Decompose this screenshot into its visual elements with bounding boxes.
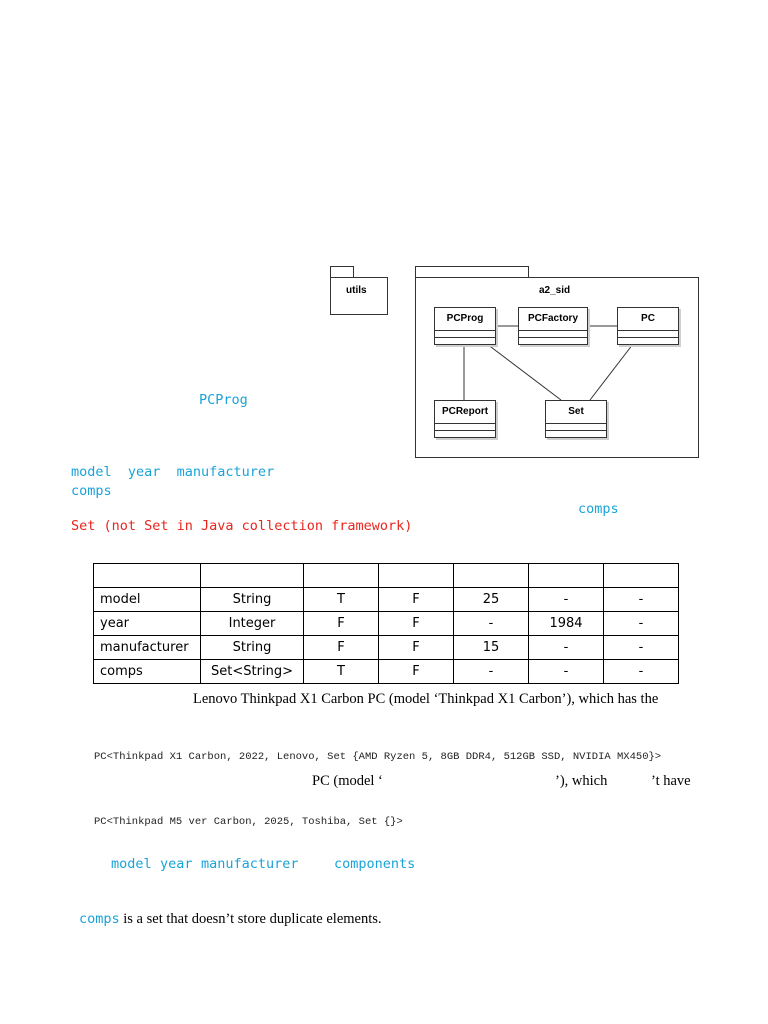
class-pcprog bbox=[434, 307, 496, 345]
class-pcreport bbox=[434, 400, 496, 438]
table-row bbox=[94, 588, 679, 612]
comps-sentence-line bbox=[71, 892, 382, 928]
table-cell: - bbox=[529, 588, 604, 612]
table-row bbox=[94, 612, 679, 636]
class-pcfactory-name: PCFactory bbox=[519, 308, 587, 331]
table-row bbox=[94, 660, 679, 684]
field-components: components bbox=[334, 856, 416, 872]
header-cell bbox=[604, 564, 679, 588]
comps-line: comps bbox=[71, 483, 112, 499]
table-cell: manufacturer bbox=[94, 636, 201, 660]
table-cell: T bbox=[304, 588, 379, 612]
class-set-name: Set bbox=[546, 401, 606, 424]
set-note: Set (not Set in Java collection framework) bbox=[71, 518, 413, 534]
class-pc-name: PC bbox=[618, 308, 678, 331]
table-row bbox=[94, 636, 679, 660]
table-cell: 1984 bbox=[529, 612, 604, 636]
header-cell bbox=[94, 564, 201, 588]
comps-right: comps bbox=[578, 501, 619, 517]
field-manufacturer: manufacturer bbox=[201, 856, 299, 872]
table-cell: F bbox=[304, 612, 379, 636]
header-cell bbox=[529, 564, 604, 588]
class-pc bbox=[617, 307, 679, 345]
table-cell: F bbox=[379, 588, 454, 612]
table-cell: T bbox=[304, 660, 379, 684]
table-cell: - bbox=[604, 636, 679, 660]
link-pc-set bbox=[590, 344, 633, 400]
table-cell: F bbox=[379, 612, 454, 636]
table-cell: comps bbox=[94, 660, 201, 684]
field-year: year bbox=[160, 856, 193, 872]
comps-sentence: is a set that doesn’t store duplicate elements. bbox=[119, 911, 382, 927]
table-cell: 25 bbox=[454, 588, 529, 612]
header-cell bbox=[454, 564, 529, 588]
comps-keyword: comps bbox=[79, 911, 120, 927]
example2-part-a: PC (model ‘ bbox=[312, 773, 383, 789]
example1-code: PC<Thinkpad X1 Carbon, 2022, Lenovo, Set {AMD Ryzen 5, 8GB DDR4, 512GB SSD, NVIDIA MX450}> bbox=[94, 751, 662, 763]
table-cell: Integer bbox=[201, 612, 304, 636]
table-cell: - bbox=[604, 660, 679, 684]
example2-part-c: ’t have bbox=[651, 773, 691, 789]
table-cell: - bbox=[604, 588, 679, 612]
table-cell: String bbox=[201, 636, 304, 660]
table-cell: Set<String> bbox=[201, 660, 304, 684]
pcprog-reference: PCProg bbox=[199, 392, 248, 408]
class-set bbox=[545, 400, 607, 438]
table-cell: - bbox=[454, 612, 529, 636]
class-pcreport-name: PCReport bbox=[435, 401, 495, 424]
table-cell: model bbox=[94, 588, 201, 612]
example2-part-b: ’), which bbox=[555, 773, 608, 789]
table-cell: - bbox=[529, 636, 604, 660]
table-cell: F bbox=[379, 660, 454, 684]
header-cell bbox=[304, 564, 379, 588]
header-cell bbox=[379, 564, 454, 588]
table-cell: year bbox=[94, 612, 201, 636]
main-package-label: a2_sid bbox=[539, 285, 571, 296]
table-cell: - bbox=[604, 612, 679, 636]
class-pcprog-name: PCProg bbox=[435, 308, 495, 331]
utils-package-label: utils bbox=[346, 285, 367, 296]
link-pcprog-set bbox=[487, 344, 561, 400]
attribute-table bbox=[93, 563, 679, 684]
table-cell: - bbox=[529, 660, 604, 684]
table-cell: 15 bbox=[454, 636, 529, 660]
field-model: model bbox=[111, 856, 152, 872]
table-cell: String bbox=[201, 588, 304, 612]
table-cell: - bbox=[454, 660, 529, 684]
table-cell: F bbox=[304, 636, 379, 660]
table-header-row bbox=[94, 564, 679, 588]
class-pcfactory bbox=[518, 307, 588, 345]
attributes-line: model year manufacturer bbox=[71, 464, 275, 480]
header-cell bbox=[201, 564, 304, 588]
example1-intro: Lenovo Thinkpad X1 Carbon PC (model ‘Thinkpad X1 Carbon’), which has the bbox=[193, 691, 659, 707]
table-cell: F bbox=[379, 636, 454, 660]
example2-code: PC<Thinkpad M5 ver Carbon, 2025, Toshiba, Set {}> bbox=[94, 816, 403, 828]
